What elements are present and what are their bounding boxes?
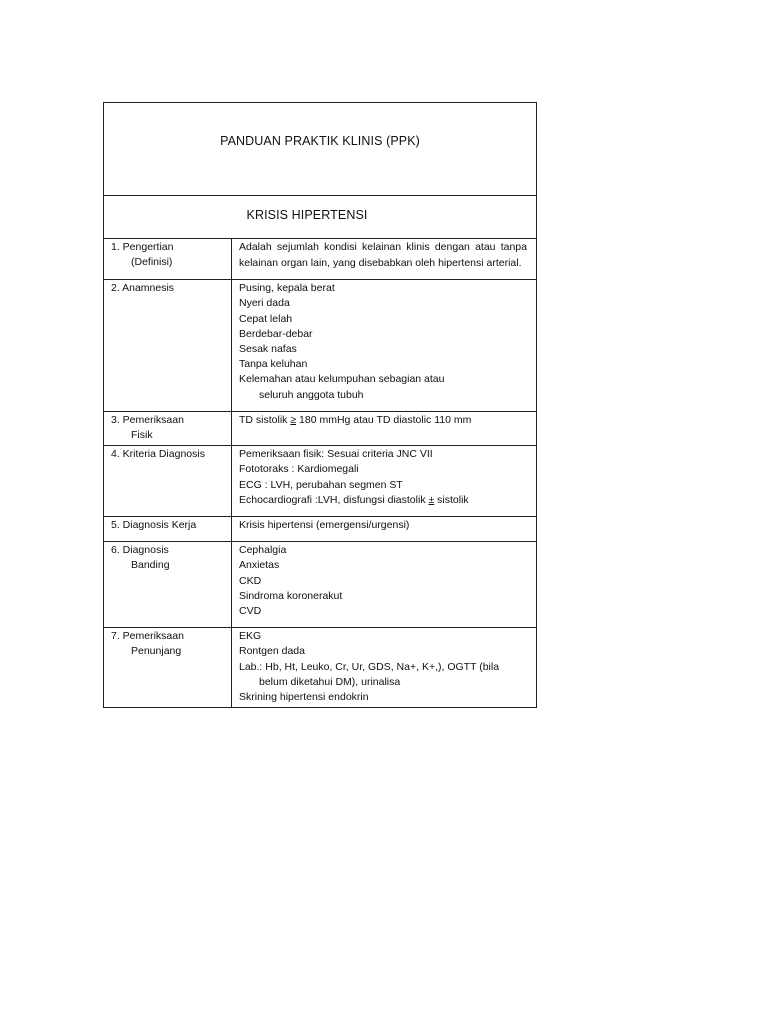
table-row <box>104 411 537 445</box>
table-row <box>104 542 537 628</box>
definition-paragraph: Adalah sejumlah kondisi kelainan klinis dengan atau tanpa kelainan organ lain, yang disebabkan oleh hipertensi arterial. <box>239 241 527 269</box>
document-subtitle: KRISIS HIPERTENSI <box>246 208 368 222</box>
label-line: 4. Kriteria Diagnosis <box>111 448 205 461</box>
list-item: Berdebar-debar <box>239 327 313 340</box>
row-label-pemeriksaan-penunjang <box>104 628 232 708</box>
subtitle-cell <box>104 196 537 239</box>
title-row <box>104 103 537 196</box>
list-item: Lab.: Hb, Ht, Leuko, Cr, Ur, GDS, Na+, K+,), OGTT (bila <box>239 660 500 673</box>
label-line: 6. Diagnosis <box>111 544 169 557</box>
list-item: Pemeriksaan fisik: Sesuai criteria JNC VII <box>239 448 433 461</box>
table-row <box>104 628 537 708</box>
list-item: Anxietas <box>239 559 280 572</box>
list-item: Pusing, kepala berat <box>239 282 335 295</box>
row-label-anamnesis <box>104 280 232 412</box>
criteria-text: TD sistolik <box>239 413 291 426</box>
list-item-continuation: seluruh anggota tubuh <box>259 388 364 401</box>
list-item: EKG <box>239 630 262 643</box>
list-item-continuation: belum diketahui DM), urinalisa <box>259 675 401 688</box>
row-label-diagnosis-kerja <box>104 517 232 542</box>
row-content-pemeriksaan-penunjang <box>232 628 537 708</box>
list-item: ECG : LVH, perubahan segmen ST <box>239 478 403 491</box>
list-item: Sindroma koronerakut <box>239 589 343 602</box>
table-row <box>104 517 537 542</box>
document-title: PANDUAN PRAKTIK KLINIS (PPK) <box>220 134 420 148</box>
row-content-pemeriksaan-fisik <box>232 411 537 445</box>
row-content-kriteria-diagnosis <box>232 446 537 517</box>
label-line: 3. Pemeriksaan <box>111 413 184 426</box>
list-item: Cepat lelah <box>239 312 293 325</box>
list-item: Fototoraks : Kardiomegali <box>239 463 359 476</box>
title-cell <box>104 103 537 196</box>
list-item <box>239 493 527 514</box>
row-label-pemeriksaan-fisik <box>104 411 232 445</box>
label-line: Banding <box>131 559 170 572</box>
greater-equal-symbol: ≥ <box>290 413 297 426</box>
table-row <box>104 446 537 517</box>
list-item-text: sistolik <box>434 493 469 506</box>
list-item: Nyeri dada <box>239 297 290 310</box>
list-item: CKD <box>239 574 262 587</box>
list-item: Tanpa keluhan <box>239 358 308 371</box>
label-line: Fisik <box>131 429 153 442</box>
row-content-pengertian <box>232 239 537 280</box>
ppk-table <box>103 102 537 708</box>
row-label-pengertian <box>104 239 232 280</box>
row-content-diagnosis-kerja <box>232 517 537 542</box>
list-item: Skrining hipertensi endokrin <box>239 691 369 704</box>
label-line: 5. Diagnosis Kerja <box>111 519 197 532</box>
label-line: 7. Pemeriksaan <box>111 630 184 643</box>
label-line: (Definisi) <box>131 256 173 269</box>
blood-pressure-criteria <box>239 413 527 428</box>
label-line: Penunjang <box>131 645 182 658</box>
label-line: 2. Anamnesis <box>111 282 175 295</box>
row-label-diagnosis-banding <box>104 542 232 628</box>
list-item: CVD <box>239 605 262 618</box>
list-item: Sesak nafas <box>239 343 297 355</box>
row-content-diagnosis-banding <box>232 542 537 628</box>
list-item-text: Echocardiografi :LVH, disfungsi diastolik <box>239 493 429 506</box>
working-diagnosis: Krisis hipertensi (emergensi/urgensi) <box>239 519 410 532</box>
subtitle-row <box>104 196 537 239</box>
criteria-text: 180 mmHg atau TD diastolic 110 mm <box>296 413 472 426</box>
table-row <box>104 280 537 412</box>
row-content-anamnesis <box>232 280 537 412</box>
row-label-kriteria-diagnosis <box>104 446 232 517</box>
list-item: Cephalgia <box>239 544 287 557</box>
label-line: 1. Pengertian <box>111 241 174 253</box>
plus-minus-symbol: ± <box>428 493 435 506</box>
table-row <box>104 239 537 280</box>
list-item: Rontgen dada <box>239 645 305 658</box>
list-item: Kelemahan atau kelumpuhan sebagian atau <box>239 373 445 386</box>
